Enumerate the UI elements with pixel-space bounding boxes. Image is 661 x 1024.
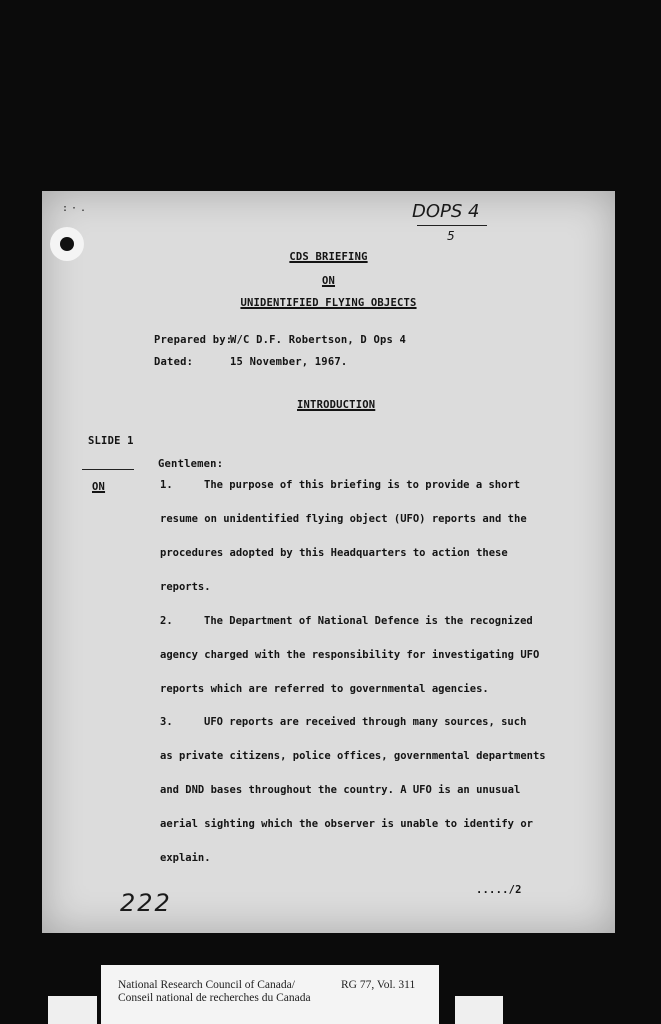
paragraph-number: 3. — [160, 716, 173, 728]
paragraph-line: explain. — [160, 852, 211, 864]
paragraph-number: 1. — [160, 479, 173, 491]
handwritten-page-number: 222 — [120, 889, 172, 917]
film-tab-left — [48, 996, 97, 1024]
heading-line-1: CDS BRIEFING — [289, 251, 368, 263]
paragraph-line: aerial sighting which the observer is unable to identify or — [160, 818, 533, 830]
paragraph-2 — [160, 604, 540, 706]
salutation: Gentlemen: — [158, 458, 224, 470]
paragraph-line: reports which are referred to governmental agencies. — [160, 683, 489, 695]
paragraph-1 — [160, 468, 527, 604]
archive-line-2: Conseil national de recherches du Canada — [118, 992, 311, 1004]
document-page — [42, 191, 615, 933]
prepared-label: Prepared by: — [154, 334, 233, 346]
dops-underline — [417, 225, 487, 226]
archive-line-1: National Research Council of Canada/ — [118, 979, 295, 991]
paper-specks: :·. — [62, 203, 90, 214]
heading-line-2: ON — [321, 275, 336, 287]
dated-value: 15 November, 1967. — [230, 356, 348, 368]
paragraph-line: The purpose of this briefing is to provide a short — [204, 479, 521, 491]
continuation-marker: ...../2 — [476, 884, 522, 896]
paragraph-number: 2. — [160, 615, 173, 627]
archive-label — [101, 965, 439, 1024]
heading-line-3: UNIDENTIFIED FLYING OBJECTS — [240, 297, 417, 309]
paragraph-line: The Department of National Defence is the recognized — [204, 615, 533, 627]
paragraph-line: procedures adopted by this Headquarters to action these — [160, 547, 508, 559]
prepared-value: W/C D.F. Robertson, D Ops 4 — [230, 334, 407, 346]
paragraph-line: resume on unidentified flying object (UFO) reports and the — [160, 513, 527, 525]
margin-slide-label: SLIDE 1 — [88, 435, 134, 447]
section-title: INTRODUCTION — [297, 399, 376, 411]
margin-rule — [82, 469, 134, 470]
paragraph-line: UFO reports are received through many sources, such — [204, 716, 527, 728]
handwritten-mark: 5 — [447, 229, 455, 243]
paragraph-line: agency charged with the responsibility for investigating UFO — [160, 649, 540, 661]
paragraph-3 — [160, 705, 546, 875]
paragraph-line: reports. — [160, 581, 211, 593]
dated-label: Dated: — [154, 356, 194, 368]
paragraph-line: as private citizens, police offices, governmental departments — [160, 750, 546, 762]
film-tab-right — [455, 996, 503, 1024]
paragraph-line: and DND bases throughout the country. A UFO is an unusual — [160, 784, 521, 796]
margin-on-label: ON — [92, 481, 106, 493]
archive-reference: RG 77, Vol. 311 — [341, 979, 416, 991]
dops-stamp: DOPS 4 — [412, 201, 480, 222]
